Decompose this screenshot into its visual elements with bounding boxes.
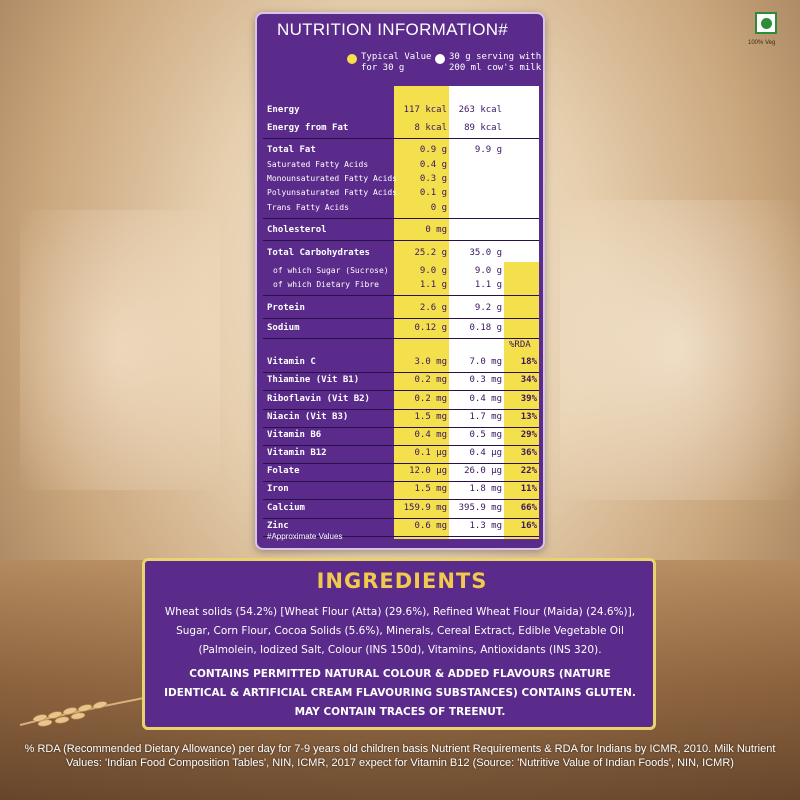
nutrition-row (263, 120, 539, 137)
row-divider (263, 218, 539, 219)
nutrition-row (263, 320, 539, 337)
nutrient-label: of which Sugar (Sucrose) (273, 266, 389, 275)
ingredients-warning: CONTAINS PERMITTED NATURAL COLOUR & ADDED FLAVOURS (NATURE IDENTICAL & ARTIFICIAL CREAM FLAVOURING SUBSTANCES) CONTAINS GLUTEN. MAY CONTAIN TRACES OF TREENUT. (164, 668, 636, 718)
nutrient-value: 1.7 mg (469, 412, 502, 422)
nutrient-value: 25.2 g (414, 248, 447, 258)
nutrient-label: Niacin (Vit B3) (267, 412, 349, 422)
veg-label: 100% Veg (748, 40, 776, 46)
row-divider (263, 318, 539, 319)
nutrient-value: 0.4 g (419, 160, 447, 170)
nutrition-row (263, 354, 539, 371)
rda-value: 13% (520, 412, 537, 422)
nutrient-label: Sodium (267, 323, 300, 333)
nutrient-label: Saturated Fatty Acids (267, 160, 369, 169)
nutrition-row (263, 102, 539, 119)
nutrient-label: Vitamin C (267, 357, 316, 367)
rda-value: 16% (520, 521, 537, 531)
nutrient-label: Vitamin B6 (267, 430, 322, 440)
nutrient-value: 263 kcal (458, 105, 502, 115)
nutrient-value: 0.1 g (419, 188, 447, 198)
nutrition-title: NUTRITION INFORMATION# (277, 20, 509, 39)
veg-symbol-icon (755, 12, 777, 34)
row-divider (263, 295, 539, 296)
nutrient-value: 0.1 µg (414, 448, 447, 458)
ingredients-title: INGREDIENTS (316, 569, 488, 593)
nutrient-label: Cholesterol (267, 225, 327, 235)
nutrient-value: 0.2 mg (414, 394, 447, 404)
nutrient-value: 0.3 g (419, 174, 447, 184)
legend-typical (361, 52, 431, 74)
nutrient-value: 1.1 g (419, 280, 447, 290)
nutrition-row (263, 427, 539, 444)
nutrient-value: 0.3 mg (469, 375, 502, 385)
nutrient-value: 395.9 mg (458, 503, 502, 513)
nutrition-row (263, 481, 539, 498)
nutrient-label: Energy from Fat (267, 123, 349, 133)
nutrient-label: Energy (267, 105, 300, 115)
nutrient-value: 1.5 mg (414, 412, 447, 422)
nutrient-label: Total Fat (267, 145, 316, 155)
nutrient-value: 1.3 mg (469, 521, 502, 531)
nutrition-row (263, 409, 539, 426)
nutrient-value: 12.0 µg (409, 466, 447, 476)
nutrient-value: 26.0 µg (464, 466, 502, 476)
row-divider (263, 240, 539, 241)
nutrition-row (263, 372, 539, 389)
nutrient-value: 0.5 mg (469, 430, 502, 440)
nutrient-label: Zinc (267, 521, 289, 531)
nutrient-value: 159.9 mg (403, 503, 447, 513)
rda-value: 11% (520, 484, 537, 494)
nutrient-value: 3.0 mg (414, 357, 447, 367)
white-legend-dot-icon (435, 54, 445, 64)
background-blur-right (560, 200, 800, 500)
nutrient-label: Calcium (267, 503, 305, 513)
nutrition-row (263, 222, 539, 239)
nutrient-label: Trans Fatty Acids (267, 203, 349, 212)
nutrient-label: Polyunsaturated Fatty Acids (267, 188, 398, 197)
approximate-values-footnote: #Approximate Values (267, 532, 343, 541)
nutrient-value: 0.12 g (414, 323, 447, 333)
nutrient-value: 8 kcal (414, 123, 447, 133)
nutrient-value: 0.2 mg (414, 375, 447, 385)
nutrition-row (263, 200, 539, 217)
yellow-legend-dot-icon (347, 54, 357, 64)
nutrient-value: 9.0 g (474, 266, 502, 276)
nutrient-value: 0.4 mg (414, 430, 447, 440)
rda-value: 29% (520, 430, 537, 440)
nutrient-value: 0 g (430, 203, 447, 213)
nutrient-value: 1.8 mg (469, 484, 502, 494)
nutrient-label: Monounsaturated Fatty Acids (267, 174, 398, 183)
nutrient-label: Vitamin B12 (267, 448, 327, 458)
nutrient-label: Iron (267, 484, 289, 494)
rda-value: 34% (520, 375, 537, 385)
nutrient-value: 35.0 g (469, 248, 502, 258)
nutrient-value: 1.1 g (474, 280, 502, 290)
ingredients-box (142, 558, 656, 730)
nutrient-label: Total Carbohydrates (267, 248, 370, 258)
row-divider (263, 338, 539, 339)
nutrient-label: Riboflavin (Vit B2) (267, 394, 370, 404)
nutrient-value: 0.9 g (419, 145, 447, 155)
nutrient-value: 2.6 g (419, 303, 447, 313)
nutrient-label: Protein (267, 303, 305, 313)
nutrition-row (263, 391, 539, 408)
nutrition-row (263, 463, 539, 480)
rda-value: 22% (520, 466, 537, 476)
nutrition-row (263, 245, 539, 262)
nutrient-value: 89 kcal (464, 123, 502, 133)
nutrient-value: 0 mg (425, 225, 447, 235)
nutrition-row (263, 445, 539, 462)
rda-value: 39% (520, 394, 537, 404)
legend-typical-line2: for 30 g (361, 63, 405, 73)
background-blur-left (20, 210, 220, 490)
legend-serving-line2: 200 ml cow's milk (449, 63, 542, 73)
nutrient-value: 9.9 g (474, 145, 502, 155)
nutrient-value: 0.4 mg (469, 394, 502, 404)
rda-value: 18% (520, 357, 537, 367)
nutrient-value: 117 kcal (403, 105, 447, 115)
nutrient-value: 0.18 g (469, 323, 502, 333)
rda-value: 66% (520, 503, 537, 513)
nutrition-row (263, 300, 539, 317)
nutrition-row (263, 277, 539, 294)
nutrient-value: 9.2 g (474, 303, 502, 313)
nutrient-value: 1.5 mg (414, 484, 447, 494)
nutrient-value: 0.4 µg (469, 448, 502, 458)
nutrient-label: of which Dietary Fibre (273, 280, 379, 289)
legend-serving-line1: 30 g serving with (449, 52, 542, 62)
rda-disclaimer: % RDA (Recommended Dietary Allowance) per day for 7-9 years old children basis Nutrient Requirements & RDA for Indians by ICMR, 2010. Milk Nutrient Values: 'Indian Food Composition Tables', NIN, ICMR, 2017 expect for Vitamin B12 (Source: 'Nutritive Value of Indian Foods', NIN, ICMR) (24, 743, 776, 769)
nutrition-row (263, 500, 539, 517)
legend-typical-line1: Typical Value (361, 52, 432, 62)
nutrient-value: 9.0 g (419, 266, 447, 276)
nutrient-label: Thiamine (Vit B1) (267, 375, 360, 385)
legend-serving (449, 52, 541, 74)
nutrient-value: 7.0 mg (469, 357, 502, 367)
nutrition-panel (255, 12, 545, 550)
nutrient-value: 0.6 mg (414, 521, 447, 531)
nutrient-label: Folate (267, 466, 300, 476)
row-divider (263, 138, 539, 139)
rda-value: 36% (520, 448, 537, 458)
rda-header: %RDA (509, 340, 531, 350)
ingredients-text: Wheat solids (54.2%) [Wheat Flour (Atta) (29.6%), Refined Wheat Flour (Maida) (24.6%)], Sugar, Corn Flour, Cocoa Solids (5.6%), Minerals, Cereal Extract, Edible Vegetable Oil (Palmolein, Iodized Salt, Colour (INS 150d), Vitamins, Antioxidants (INS 320). (164, 606, 636, 656)
